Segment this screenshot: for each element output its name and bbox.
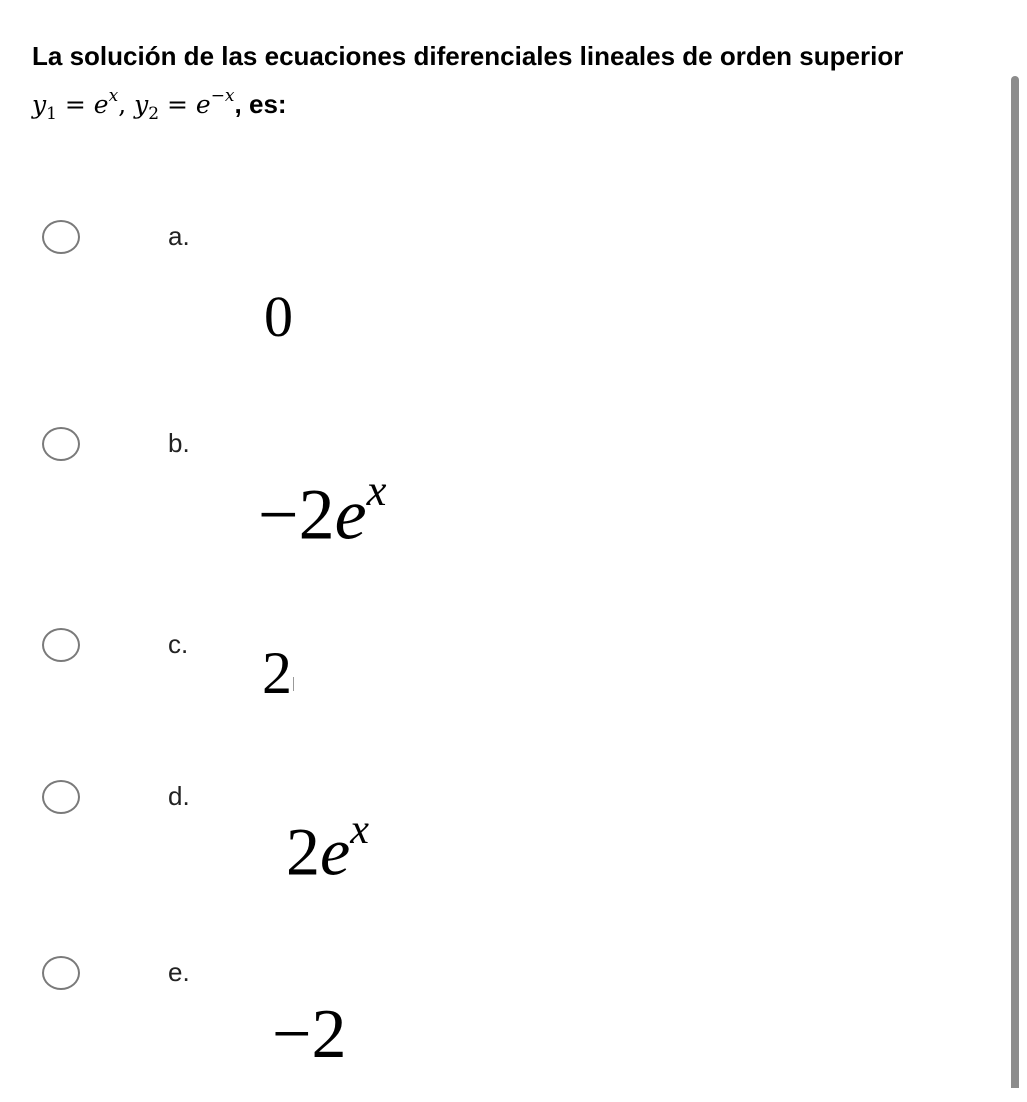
y1-base: e xyxy=(93,90,109,119)
option-d-coefficient: 2 xyxy=(286,813,320,890)
option-b-base: e xyxy=(334,474,367,555)
question-tail: , es: xyxy=(234,89,287,119)
option-e-answer: −2 xyxy=(272,996,347,1073)
option-b[interactable] xyxy=(0,420,1000,570)
option-d-base: e xyxy=(320,813,351,890)
y2-exponent: −x xyxy=(210,86,235,106)
option-c-answer xyxy=(262,640,294,706)
option-b-coefficient: −2 xyxy=(258,474,335,555)
y1-symbol: y xyxy=(32,90,47,119)
option-a-letter: a. xyxy=(168,221,190,251)
question-text xyxy=(32,38,1012,132)
option-c-letter: c. xyxy=(168,629,189,659)
equals-2: = xyxy=(159,90,196,119)
option-d[interactable] xyxy=(0,777,1000,927)
radio-c[interactable] xyxy=(42,628,80,662)
scrollbar[interactable] xyxy=(1011,76,1019,1088)
option-a[interactable] xyxy=(0,200,1000,350)
y1-exponent: x xyxy=(108,86,119,106)
y2-subscript: 2 xyxy=(148,104,160,124)
radio-b[interactable] xyxy=(42,427,80,461)
option-c[interactable] xyxy=(0,625,1000,775)
question-line-2 xyxy=(32,78,1012,132)
option-b-letter: b. xyxy=(168,428,190,458)
option-e-letter: e. xyxy=(168,957,190,987)
equals-1: = xyxy=(56,90,94,119)
separator: , xyxy=(118,90,135,119)
option-c-value: 2 xyxy=(262,640,292,706)
option-d-exponent: x xyxy=(350,806,369,853)
y1-subscript: 1 xyxy=(46,104,57,124)
y2-symbol: y xyxy=(134,90,149,119)
option-a-answer: 0 xyxy=(264,284,293,349)
radio-d[interactable] xyxy=(42,780,80,814)
question-line-1: La solución de las ecuaciones diferenciales lineales de orden superior xyxy=(32,41,904,71)
radio-a[interactable] xyxy=(42,220,80,254)
radio-e[interactable] xyxy=(42,956,80,990)
option-d-answer xyxy=(286,806,369,890)
option-e[interactable] xyxy=(0,952,1000,1102)
y2-base: e xyxy=(195,90,211,119)
option-b-answer xyxy=(258,465,387,555)
option-d-letter: d. xyxy=(168,781,190,811)
option-b-exponent: x xyxy=(366,465,387,515)
text-cursor xyxy=(293,677,294,691)
